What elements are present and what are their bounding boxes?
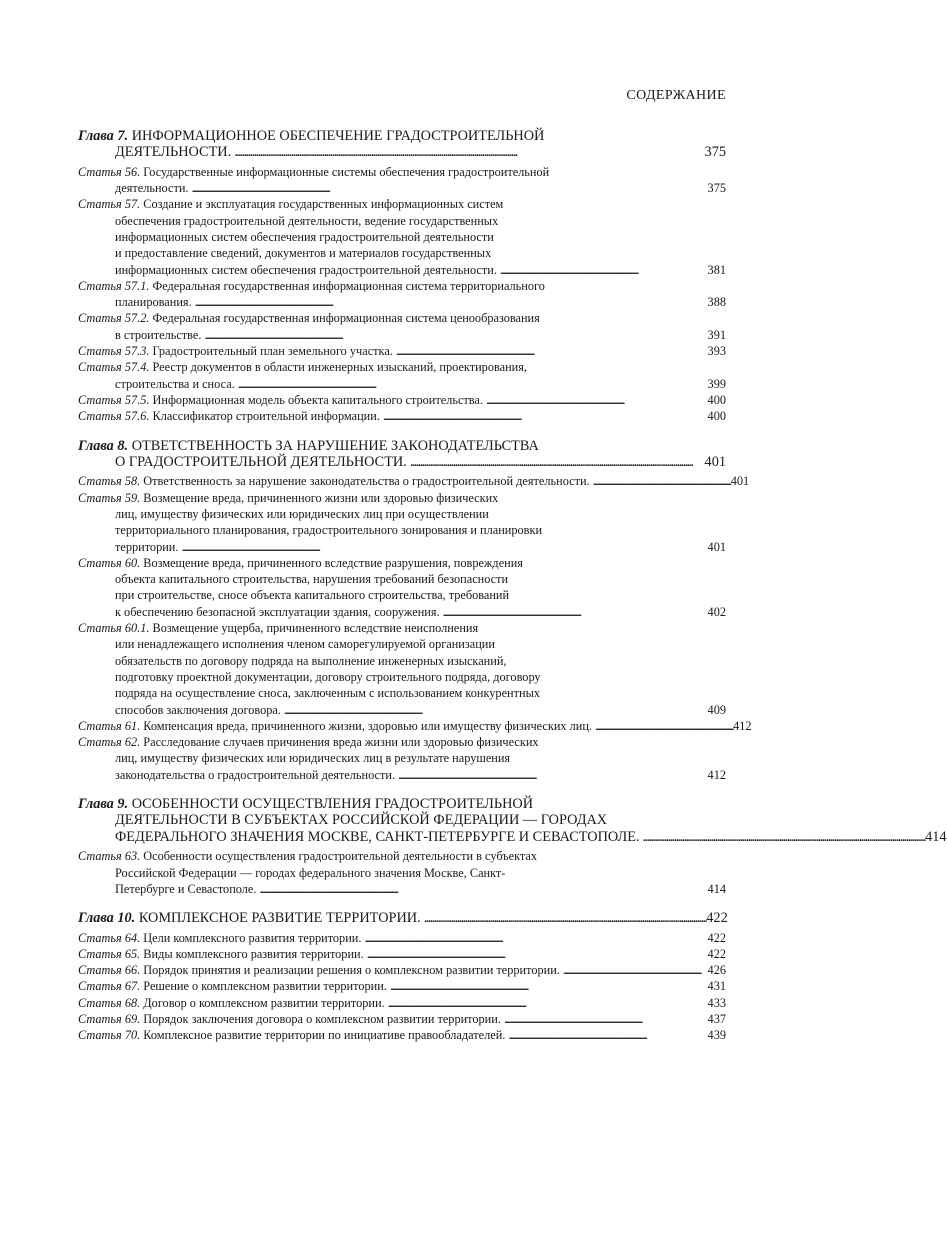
toc-line bbox=[78, 653, 726, 669]
toc-line bbox=[78, 278, 726, 294]
toc-article-entry bbox=[78, 620, 726, 718]
dot-leader bbox=[388, 995, 707, 1011]
entry-label: Глава 8. bbox=[78, 437, 129, 454]
entry-title-text: ОСОБЕННОСТИ ОСУЩЕСТВЛЕНИЯ ГРАДОСТРОИТЕЛЬНОЙ bbox=[131, 796, 534, 813]
toc-article-entry bbox=[78, 555, 726, 620]
toc-line bbox=[78, 828, 947, 845]
toc-line bbox=[78, 506, 726, 522]
entry-title-text: лиц, имуществу физических или юридических лиц при осуществлении bbox=[115, 506, 489, 521]
toc-line bbox=[78, 669, 726, 685]
dot-leader bbox=[195, 294, 707, 310]
toc-article-entry bbox=[78, 343, 726, 359]
entry-label: Статья 57.5. bbox=[78, 392, 150, 407]
toc-line bbox=[78, 438, 726, 454]
toc-chapter-entry bbox=[78, 910, 726, 926]
toc-chapter-entry bbox=[78, 796, 947, 845]
entry-title-text: к обеспечению безопасной эксплуатации здания, сооружения. bbox=[115, 604, 440, 619]
dot-leader bbox=[390, 978, 707, 994]
page-number: 412 bbox=[707, 767, 726, 782]
entry-title-text: обязательств по договору подряда на выполнение инженерных изысканий, bbox=[115, 653, 507, 668]
toc-line bbox=[78, 245, 726, 261]
toc-line bbox=[78, 555, 726, 571]
page-number: 414 bbox=[925, 828, 947, 845]
page-number: 422 bbox=[706, 910, 728, 927]
toc-article-entry bbox=[78, 490, 726, 555]
entry-title-text: территориального планирования, градостроительного зонирования и планировки bbox=[115, 523, 543, 538]
toc-article-entry bbox=[78, 1011, 726, 1027]
dot-leader bbox=[593, 473, 730, 489]
toc-article-entry bbox=[78, 359, 726, 392]
page-number: 402 bbox=[707, 604, 726, 619]
entry-label: Статья 60.1. bbox=[78, 621, 150, 636]
entry-title-text: или ненадлежащего исполнения членом саморегулируемой организации bbox=[115, 637, 495, 652]
entry-title-text: Договор о комплексном развитии территории. bbox=[143, 995, 385, 1010]
toc-article-entry bbox=[78, 734, 726, 783]
toc-line bbox=[78, 796, 726, 812]
entry-title-text: планирования. bbox=[115, 295, 192, 310]
entry-title-text: Комплексное развитие территории по инициативе правообладателей. bbox=[143, 1028, 506, 1043]
toc-article-entry bbox=[78, 408, 726, 424]
entry-title-text: Информационная модель объекта капитального строительства. bbox=[152, 392, 483, 407]
toc-line bbox=[78, 865, 726, 881]
entry-title-text: Порядок принятия и реализации решения о комплексном развитии территории. bbox=[143, 963, 560, 978]
entry-label: Статья 65. bbox=[78, 946, 141, 961]
toc-line bbox=[78, 392, 726, 408]
page-number: 412 bbox=[733, 718, 752, 733]
entry-title-text: в строительстве. bbox=[115, 327, 202, 342]
entry-title-text: Расследование случаев причинения вреда жизни или здоровью физических bbox=[143, 735, 539, 750]
dot-leader bbox=[238, 376, 707, 392]
entry-label: Статья 63. bbox=[78, 849, 141, 864]
entry-title-text: Российской Федерации — городах федерального значения Москве, Санкт- bbox=[115, 865, 506, 880]
toc-line bbox=[78, 1011, 726, 1027]
entry-label: Статья 66. bbox=[78, 963, 141, 978]
toc-line bbox=[78, 995, 726, 1011]
dot-leader bbox=[643, 829, 925, 845]
dot-leader bbox=[383, 408, 707, 424]
entry-label: Статья 57.6. bbox=[78, 409, 150, 424]
entry-title-text: Компенсация вреда, причиненного жизни, здоровью или имуществу физических лиц. bbox=[143, 718, 592, 733]
toc-line bbox=[78, 620, 726, 636]
entry-title-text: подряда на осуществление сноса, заключенным с использованием конкурентных bbox=[115, 686, 540, 701]
entry-title-text: и предоставление сведений, документов и материалов государственных bbox=[115, 246, 492, 261]
toc-line bbox=[78, 262, 726, 278]
dot-leader bbox=[398, 767, 707, 783]
toc-line bbox=[78, 812, 726, 828]
toc-line bbox=[78, 539, 726, 555]
entry-title-text: Виды комплексного развития территории. bbox=[143, 946, 364, 961]
entry-label: Статья 57.3. bbox=[78, 344, 150, 359]
toc-line bbox=[78, 978, 726, 994]
page-header: СОДЕРЖАНИЕ bbox=[626, 88, 726, 103]
page-number: 400 bbox=[707, 409, 726, 424]
entry-label: Статья 58. bbox=[78, 474, 141, 489]
dot-leader bbox=[396, 343, 707, 359]
entry-title-text: Особенности осуществления градостроительной деятельности в субъектах bbox=[143, 849, 538, 864]
toc-line bbox=[78, 327, 726, 343]
entry-title-text: законодательства о градостроительной деятельности. bbox=[115, 767, 396, 782]
toc-line bbox=[78, 229, 726, 245]
entry-title-text: Порядок заключения договора о комплексном развитии территории. bbox=[143, 1012, 501, 1027]
toc-article-entry bbox=[78, 995, 726, 1011]
page-number: 401 bbox=[704, 453, 726, 470]
toc-line bbox=[78, 881, 726, 897]
page-number: 433 bbox=[707, 995, 726, 1010]
entry-title-text: Цели комплексного развития территории. bbox=[143, 930, 362, 945]
dot-leader bbox=[443, 604, 707, 620]
page-number: 393 bbox=[707, 344, 726, 359]
entry-title-text: деятельности. bbox=[115, 181, 189, 196]
entry-title-text: ИНФОРМАЦИОННОЕ ОБЕСПЕЧЕНИЕ ГРАДОСТРОИТЕЛЬНОЙ bbox=[131, 128, 545, 144]
toc-line bbox=[78, 750, 726, 766]
toc-line bbox=[78, 196, 726, 212]
dot-leader bbox=[367, 946, 707, 962]
toc-article-entry bbox=[78, 930, 726, 946]
entry-title-text: информационных систем обеспечения градостроительной деятельности bbox=[115, 230, 494, 244]
entry-label: Статья 60. bbox=[78, 555, 141, 570]
page-number: 388 bbox=[707, 295, 726, 310]
entry-title-text: объекта капитального строительства, нарушения требований безопасности bbox=[115, 572, 509, 587]
entry-title-text: информационных систем обеспечения градостроительной деятельности. bbox=[115, 262, 497, 277]
entry-label: Статья 69. bbox=[78, 1012, 141, 1027]
page-number: 414 bbox=[707, 881, 726, 896]
toc-article-entry bbox=[78, 848, 726, 897]
dot-leader bbox=[486, 392, 707, 408]
entry-title-text: КОМПЛЕКСНОЕ РАЗВИТИЕ ТЕРРИТОРИИ. bbox=[138, 910, 421, 927]
page-number: 401 bbox=[730, 474, 750, 489]
dot-leader bbox=[410, 454, 704, 470]
page-number: 422 bbox=[707, 930, 726, 945]
toc-line bbox=[78, 359, 726, 375]
toc-line bbox=[78, 962, 726, 978]
entry-title-text: Ответственность за нарушение законодательства о градостроительной деятельности. bbox=[143, 474, 590, 489]
page-number: 431 bbox=[707, 979, 726, 994]
entry-label: Статья 64. bbox=[78, 930, 141, 945]
entry-title-text: способов заключения договора. bbox=[115, 702, 281, 717]
toc-line bbox=[78, 702, 726, 718]
toc-chapter-entry bbox=[78, 438, 726, 471]
entry-title-text: Возмещение вреда, причиненного жизни или здоровью физических bbox=[143, 490, 499, 505]
entry-label: Глава 7. bbox=[78, 128, 129, 144]
toc-line bbox=[78, 454, 726, 470]
page-number: 375 bbox=[704, 144, 726, 161]
toc-article-entry bbox=[78, 473, 750, 489]
toc-line bbox=[78, 1027, 726, 1043]
entry-title-text: Решение о комплексном развитии территории. bbox=[143, 979, 387, 994]
dot-leader bbox=[284, 702, 707, 718]
entry-title-text: Возмещение вреда, причиненного вследствие разрушения, повреждения bbox=[143, 555, 523, 570]
toc-line bbox=[78, 636, 726, 652]
entry-label: Статья 57.4. bbox=[78, 360, 150, 375]
toc-article-entry bbox=[78, 310, 726, 343]
entry-title-text: территории. bbox=[115, 539, 179, 554]
page-number: 399 bbox=[707, 376, 726, 391]
dot-leader bbox=[595, 718, 732, 734]
toc-line bbox=[78, 718, 752, 734]
toc-line bbox=[78, 180, 726, 196]
toc-line bbox=[78, 767, 726, 783]
entry-title-text: строительства и сноса. bbox=[115, 376, 235, 391]
toc-line bbox=[78, 522, 726, 538]
toc-article-entry bbox=[78, 946, 726, 962]
dot-leader bbox=[204, 327, 706, 343]
dot-leader bbox=[508, 1027, 706, 1043]
toc-line bbox=[78, 376, 726, 392]
dot-leader bbox=[424, 910, 706, 926]
entry-title-text: ДЕЯТЕЛЬНОСТИ. bbox=[115, 144, 232, 161]
entry-label: Глава 9. bbox=[78, 796, 129, 813]
page-number: 409 bbox=[707, 702, 726, 717]
entry-label: Статья 57.1. bbox=[78, 278, 150, 293]
entry-label: Глава 10. bbox=[78, 910, 136, 927]
dot-leader bbox=[181, 539, 706, 555]
entry-label: Статья 68. bbox=[78, 995, 141, 1010]
entry-title-text: Петербурге и Севастополе. bbox=[115, 881, 257, 896]
toc-chapter-entry bbox=[78, 128, 726, 161]
dot-leader bbox=[259, 881, 706, 897]
toc-line bbox=[78, 930, 726, 946]
entry-label: Статья 67. bbox=[78, 979, 141, 994]
toc-line bbox=[78, 848, 726, 864]
dot-leader bbox=[191, 180, 706, 196]
toc-line bbox=[78, 571, 726, 587]
page-number: 400 bbox=[707, 392, 726, 407]
entry-title-text: Реестр документов в области инженерных изысканий, проектирования, bbox=[152, 360, 527, 375]
toc-article-entry bbox=[78, 962, 726, 978]
page-number: 422 bbox=[707, 946, 726, 961]
entry-title-text: обеспечения градостроительной деятельности, ведение государственных bbox=[115, 213, 499, 228]
entry-title-text: Государственные информационные системы обеспечения градостроительной bbox=[143, 164, 550, 179]
entry-title-text: ОТВЕТСТВЕННОСТЬ ЗА НАРУШЕНИЕ ЗАКОНОДАТЕЛЬСТВА bbox=[131, 437, 539, 454]
toc-article-entry bbox=[78, 196, 726, 277]
toc-line bbox=[78, 144, 726, 160]
toc-article-entry bbox=[78, 278, 726, 311]
page-number: 401 bbox=[707, 539, 726, 554]
entry-title-text: Федеральная государственная информационная система территориального bbox=[152, 278, 545, 293]
entry-label: Статья 59. bbox=[78, 490, 141, 505]
page-number: 375 bbox=[707, 181, 726, 196]
toc-line bbox=[78, 587, 726, 603]
toc-article-entry bbox=[78, 978, 726, 994]
toc-line bbox=[78, 490, 726, 506]
dot-leader bbox=[364, 930, 706, 946]
entry-title-text: Создание и эксплуатация государственных информационных систем bbox=[143, 197, 504, 212]
toc-line bbox=[78, 685, 726, 701]
toc-line bbox=[78, 164, 726, 180]
entry-title-text: ФЕДЕРАЛЬНОГО ЗНАЧЕНИЯ МОСКВЕ, САНКТ-ПЕТЕРБУРГЕ И СЕВАСТОПОЛЕ. bbox=[115, 828, 640, 845]
toc-line bbox=[78, 310, 726, 326]
toc-article-entry bbox=[78, 1027, 726, 1043]
entry-title-text: при строительстве, сносе объекта капитального строительства, требований bbox=[115, 588, 510, 603]
table-of-contents bbox=[78, 128, 947, 1044]
dot-leader bbox=[563, 962, 707, 978]
entry-title-text: Федеральная государственная информационная система ценообразования bbox=[152, 311, 540, 326]
entry-title-text: подготовку проектной документации, договору строительного подряда, договору bbox=[115, 669, 541, 684]
dot-leader bbox=[504, 1011, 707, 1027]
toc-line bbox=[78, 213, 726, 229]
entry-label: Статья 61. bbox=[78, 718, 141, 733]
toc-article-entry bbox=[78, 718, 752, 734]
entry-title-text: Классификатор строительной информации. bbox=[152, 409, 380, 424]
entry-label: Статья 56. bbox=[78, 164, 141, 179]
entry-title-text: ДЕЯТЕЛЬНОСТИ В СУБЪЕКТАХ РОССИЙСКОЙ ФЕДЕРАЦИИ — ГОРОДАХ bbox=[115, 812, 608, 829]
toc-line bbox=[78, 473, 750, 489]
page-number: 391 bbox=[707, 327, 726, 342]
toc-line bbox=[78, 408, 726, 424]
toc-line bbox=[78, 294, 726, 310]
entry-title-text: лиц, имуществу физических или юридических лиц в результате нарушения bbox=[115, 751, 511, 766]
entry-title-text: Градостроительный план земельного участка. bbox=[152, 344, 393, 359]
toc-line bbox=[78, 946, 726, 962]
toc-line bbox=[78, 910, 726, 926]
toc-article-entry bbox=[78, 392, 726, 408]
dot-leader bbox=[500, 262, 707, 278]
entry-label: Статья 70. bbox=[78, 1028, 141, 1043]
entry-label: Статья 57.2. bbox=[78, 311, 150, 326]
toc-line bbox=[78, 128, 726, 144]
toc-line bbox=[78, 734, 726, 750]
toc-article-entry bbox=[78, 164, 726, 197]
toc-line bbox=[78, 604, 726, 620]
page-number: 426 bbox=[707, 963, 726, 978]
entry-label: Статья 57. bbox=[78, 197, 141, 212]
entry-title-text: О ГРАДОСТРОИТЕЛЬНОЙ ДЕЯТЕЛЬНОСТИ. bbox=[115, 453, 407, 470]
dot-leader bbox=[234, 144, 703, 160]
page-number: 439 bbox=[707, 1028, 726, 1043]
toc-line bbox=[78, 343, 726, 359]
page-number: 381 bbox=[707, 262, 726, 277]
page-number: 437 bbox=[707, 1012, 726, 1027]
entry-label: Статья 62. bbox=[78, 735, 141, 750]
entry-title-text: Возмещение ущерба, причиненного вследствие неисполнения bbox=[152, 621, 479, 636]
